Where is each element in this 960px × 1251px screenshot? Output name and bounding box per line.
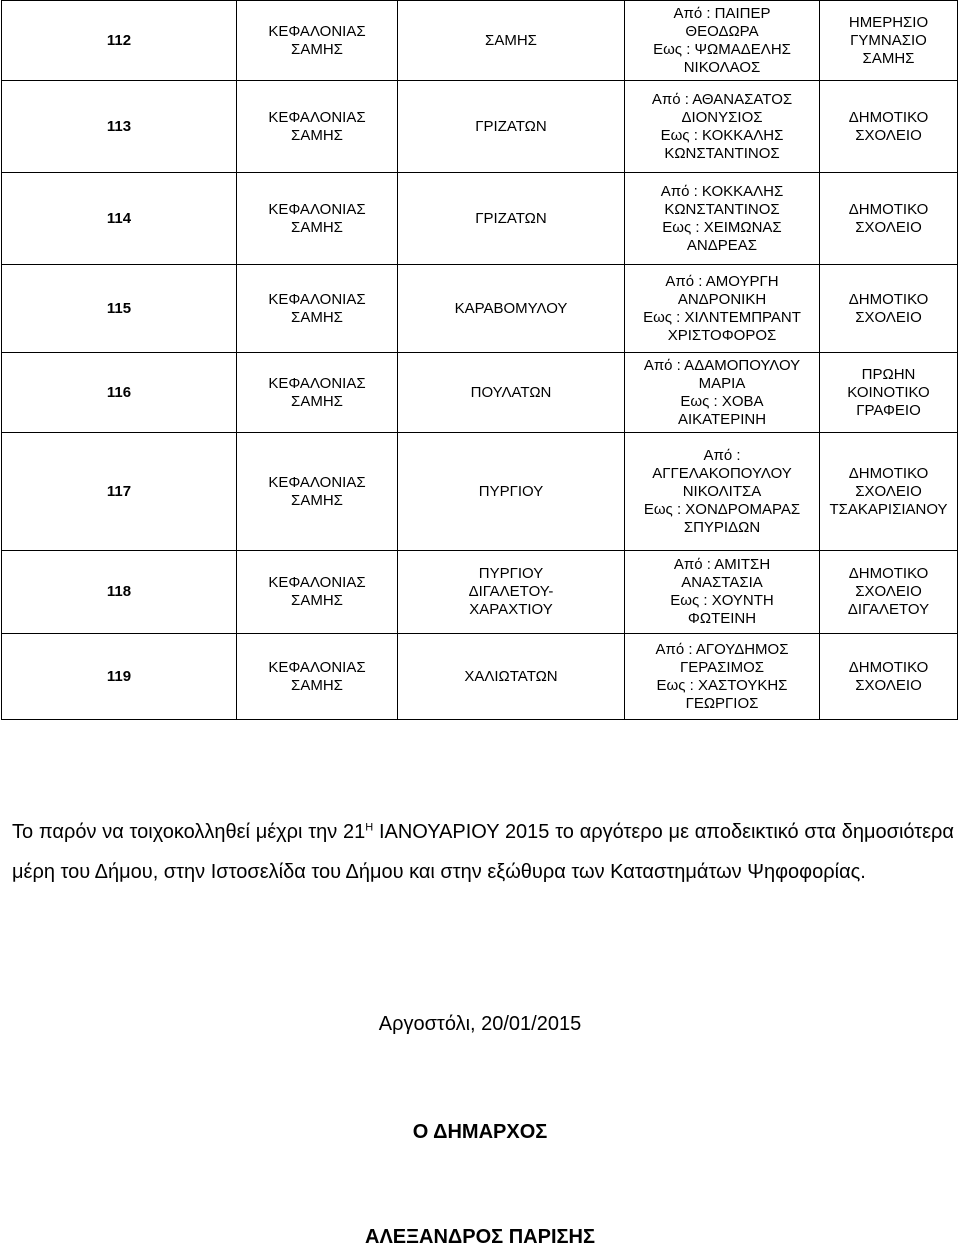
surname-range-cell	[625, 173, 820, 265]
table-row	[2, 81, 958, 173]
community-cell	[398, 81, 625, 173]
row-number: 114	[2, 173, 237, 265]
surname-range-cell-line: ΑΙΚΑΤΕΡΙΝΗ	[677, 410, 767, 428]
polling-location-cell-line: ΣΧΟΛΕΙΟ	[855, 126, 922, 144]
table-body	[2, 1, 958, 720]
community-cell-line: ΓΡΙΖΑΤΩΝ	[475, 117, 547, 135]
polling-location-cell	[820, 353, 958, 433]
community-cell	[398, 433, 625, 551]
surname-range-cell-line: Από :	[703, 446, 741, 464]
table-row	[2, 551, 958, 634]
table-row	[2, 265, 958, 353]
polling-location-cell	[820, 433, 958, 551]
surname-range-cell-line: Από : ΑΘΑΝΑΣΑΤΟΣ	[651, 90, 793, 108]
polling-location-cell-line: ΔΗΜΟΤΙΚΟ	[848, 565, 929, 582]
polling-location-cell-line: ΔΗΜΟΤΙΚΟ	[848, 108, 929, 126]
municipality-cell-line: ΚΕΦΑΛΟΝΙΑΣ	[268, 473, 366, 491]
surname-range-cell-line: ΦΩΤΕΙΝΗ	[687, 610, 757, 627]
community-cell	[398, 173, 625, 265]
surname-range-cell-line: ΑΝΑΣΤΑΣΙΑ	[681, 574, 763, 591]
community-cell-line: ΓΡΙΖΑΤΩΝ	[475, 209, 547, 227]
surname-range-cell-line: Εως : ΧΕΙΜΩΝΑΣ	[662, 218, 782, 236]
polling-location-cell-line: ΣΧΟΛΕΙΟ	[855, 583, 922, 600]
row-number: 116	[2, 353, 237, 433]
community-cell-line: ΣΑΜΗΣ	[485, 31, 537, 49]
notice-text-end: ΙΑΝΟΥΑΡΙΟΥ 2015 το αργότερο με αποδεικτικό στα δημοσιότερα μέρη του Δήμου, στην Ιστοσελίδα του Δήμου και στην εξώθυρα των Καταστημάτων Ψηφοφορίας.	[12, 821, 954, 883]
surname-range-cell-line: Από : ΑΓΟΥΔΗΜΟΣ	[655, 640, 789, 658]
municipality-cell	[237, 551, 398, 634]
polling-location-cell-line: ΚΟΙΝΟΤΙΚΟ	[847, 383, 930, 401]
municipality-cell	[237, 81, 398, 173]
polling-location-cell-line: ΤΣΑΚΑΡΙΣΙΑΝΟΥ	[829, 500, 948, 518]
polling-location-cell-line: ΓΡΑΦΕΙΟ	[856, 401, 921, 419]
surname-range-cell-line: Από : ΑΜΟΥΡΓΗ	[665, 272, 779, 290]
community-cell-line: ΠΟΥΛΑΤΩΝ	[470, 383, 552, 401]
table-row	[2, 433, 958, 551]
polling-location-cell-line: ΔΗΜΟΤΙΚΟ	[848, 200, 929, 218]
municipality-cell	[237, 1, 398, 81]
polling-location-cell	[820, 81, 958, 173]
polling-location-cell-line: ΔΗΜΟΤΙΚΟ	[848, 290, 929, 308]
municipality-cell-line: ΚΕΦΑΛΟΝΙΑΣ	[268, 22, 366, 40]
polling-location-cell-line: ΣΑΜΗΣ	[862, 49, 915, 67]
municipality-cell-line: ΣΑΜΗΣ	[291, 126, 343, 144]
municipality-cell-line: ΣΑΜΗΣ	[291, 218, 343, 236]
municipality-cell	[237, 433, 398, 551]
community-cell-line: ΠΥΡΓΙΟΥ	[478, 565, 544, 582]
surname-range-cell-line: ΓΕΩΡΓΙΟΣ	[685, 694, 759, 712]
municipality-cell-line: ΚΕΦΑΛΟΝΙΑΣ	[268, 658, 366, 676]
polling-location-cell-line: ΣΧΟΛΕΙΟ	[855, 676, 922, 694]
row-number: 119	[2, 634, 237, 720]
notice-text-start: Το παρόν να τοιχοκολληθεί μέχρι την 21	[12, 821, 366, 843]
municipality-cell	[237, 634, 398, 720]
surname-range-cell-line: Εως : ΨΩΜΑΔΕΛΗΣ	[653, 40, 791, 58]
surname-range-cell-line: ΑΓΓΕΛΑΚΟΠΟΥΛΟΥ	[652, 464, 792, 482]
polling-location-cell-line: ΓΥΜΝΑΣΙΟ	[850, 31, 927, 49]
polling-location-cell-line: ΣΧΟΛΕΙΟ	[855, 482, 922, 500]
surname-range-cell-line: ΔΙΟΝΥΣΙΟΣ	[681, 108, 763, 126]
surname-range-cell-line: ΜΑΡΙΑ	[698, 374, 746, 392]
community-cell-line: ΠΥΡΓΙΟΥ	[478, 482, 544, 500]
municipality-cell-line: ΣΑΜΗΣ	[291, 392, 343, 410]
municipality-cell-line: ΣΑΜΗΣ	[291, 40, 343, 58]
community-cell-line: ΚΑΡΑΒΟΜΥΛΟΥ	[454, 299, 568, 317]
municipality-cell	[237, 353, 398, 433]
surname-range-cell	[625, 433, 820, 551]
municipality-cell-line: ΚΕΦΑΛΟΝΙΑΣ	[268, 200, 366, 218]
surname-range-cell-line: Εως : ΧΑΣΤΟΥΚΗΣ	[656, 676, 788, 694]
row-number: 115	[2, 265, 237, 353]
table-row	[2, 173, 958, 265]
community-cell-line: ΧΑΡΑΧΤΙΟΥ	[469, 601, 553, 618]
polling-location-cell	[820, 1, 958, 81]
surname-range-cell	[625, 265, 820, 353]
surname-range-cell-line: Εως : ΧΟΝΔΡΟΜΑΡΑΣ	[643, 500, 801, 518]
surname-range-cell-line: ΓΕΡΑΣΙΜΟΣ	[679, 658, 765, 676]
row-number: 113	[2, 81, 237, 173]
municipality-cell-line: ΚΕΦΑΛΟΝΙΑΣ	[268, 290, 366, 308]
surname-range-cell-line: ΘΕΟΔΩΡΑ	[685, 22, 759, 40]
polling-location-cell-line: ΔΗΜΟΤΙΚΟ	[848, 658, 929, 676]
row-number: 117	[2, 433, 237, 551]
municipality-cell	[237, 173, 398, 265]
table-row	[2, 1, 958, 81]
surname-range-cell-line: Εως : ΧΟΥΝΤΗ	[670, 592, 774, 609]
community-cell-line: ΧΑΛΙΩΤΑΤΩΝ	[464, 667, 558, 685]
municipality-cell-line: ΚΕΦΑΛΟΝΙΑΣ	[268, 108, 366, 126]
municipality-cell-line: ΚΕΦΑΛΟΝΙΑΣ	[268, 374, 366, 392]
surname-range-cell-line: Εως : ΚΟΚΚΑΛΗΣ	[660, 126, 784, 144]
row-number: 112	[2, 1, 237, 81]
surname-range-cell-line: ΑΝΔΡΕΑΣ	[686, 236, 758, 254]
surname-range-cell	[625, 634, 820, 720]
table-row	[2, 634, 958, 720]
surname-range-cell-line: Από : ΠΑΙΠΕΡ	[673, 4, 771, 22]
table-row	[2, 353, 958, 433]
municipality-cell	[237, 265, 398, 353]
community-cell	[398, 353, 625, 433]
community-cell	[398, 1, 625, 81]
surname-range-cell-line: Εως : ΧΟΒΑ	[680, 392, 764, 410]
community-cell	[398, 265, 625, 353]
polling-location-cell	[820, 551, 958, 634]
posting-notice	[12, 812, 954, 892]
polling-location-cell-line: ΣΧΟΛΕΙΟ	[855, 308, 922, 326]
document-date: Αργοστόλι, 20/01/2015	[378, 1013, 582, 1035]
surname-range-cell-line: ΝΙΚΟΛΙΤΣΑ	[682, 482, 762, 500]
polling-location-cell-line: ΔΗΜΟΤΙΚΟ	[848, 464, 929, 482]
municipality-cell-line: ΣΑΜΗΣ	[291, 308, 343, 326]
surname-range-cell-line: ΚΩΝΣΤΑΝΤΙΝΟΣ	[664, 144, 780, 162]
surname-range-cell-line: ΑΝΔΡΟΝΙΚΗ	[677, 290, 767, 308]
polling-location-cell-line: ΔΙΓΑΛΕΤΟΥ	[847, 601, 930, 618]
polling-location-cell-line: ΗΜΕΡΗΣΙΟ	[848, 13, 929, 31]
surname-range-cell-line: Από : ΑΔΑΜΟΠΟΥΛΟΥ	[643, 356, 801, 374]
community-cell	[398, 551, 625, 634]
surname-range-cell-line: ΧΡΙΣΤΟΦΟΡΟΣ	[667, 326, 777, 344]
surname-range-cell	[625, 81, 820, 173]
polling-location-cell	[820, 634, 958, 720]
surname-range-cell-line: Από : ΑΜΙΤΣΗ	[673, 556, 771, 573]
surname-range-cell-line: Από : ΚΟΚΚΑΛΗΣ	[660, 182, 784, 200]
surname-range-cell	[625, 551, 820, 634]
surname-range-cell-line: ΝΙΚΟΛΑΟΣ	[683, 58, 761, 76]
polling-stations-table	[1, 0, 958, 720]
signatory-name: ΑΛΕΞΑΝΔΡΟΣ ΠΑΡΙΣΗΣ	[365, 1226, 595, 1248]
surname-range-cell-line: ΣΠΥΡΙΔΩΝ	[683, 518, 761, 536]
municipality-cell-line: ΣΑΜΗΣ	[291, 676, 343, 694]
signatory-title: Ο ΔΗΜΑΡΧΟΣ	[412, 1121, 548, 1143]
surname-range-cell-line: Εως : ΧΙΛΝΤΕΜΠΡΑΝΤ	[643, 308, 801, 326]
polling-location-cell	[820, 173, 958, 265]
community-cell	[398, 634, 625, 720]
polling-location-cell	[820, 265, 958, 353]
community-cell-line: ΔΙΓΑΛΕΤΟΥ-	[468, 583, 554, 600]
municipality-cell-line: ΚΕΦΑΛΟΝΙΑΣ	[268, 574, 366, 591]
polling-location-cell-line: ΠΡΩΗΝ	[861, 365, 916, 383]
municipality-cell-line: ΣΑΜΗΣ	[291, 491, 343, 509]
polling-location-cell-line: ΣΧΟΛΕΙΟ	[855, 218, 922, 236]
notice-superscript: Η	[365, 821, 374, 834]
surname-range-cell	[625, 1, 820, 81]
municipality-cell-line: ΣΑΜΗΣ	[291, 592, 343, 609]
row-number: 118	[2, 551, 237, 634]
surname-range-cell-line: ΚΩΝΣΤΑΝΤΙΝΟΣ	[664, 200, 780, 218]
surname-range-cell	[625, 353, 820, 433]
